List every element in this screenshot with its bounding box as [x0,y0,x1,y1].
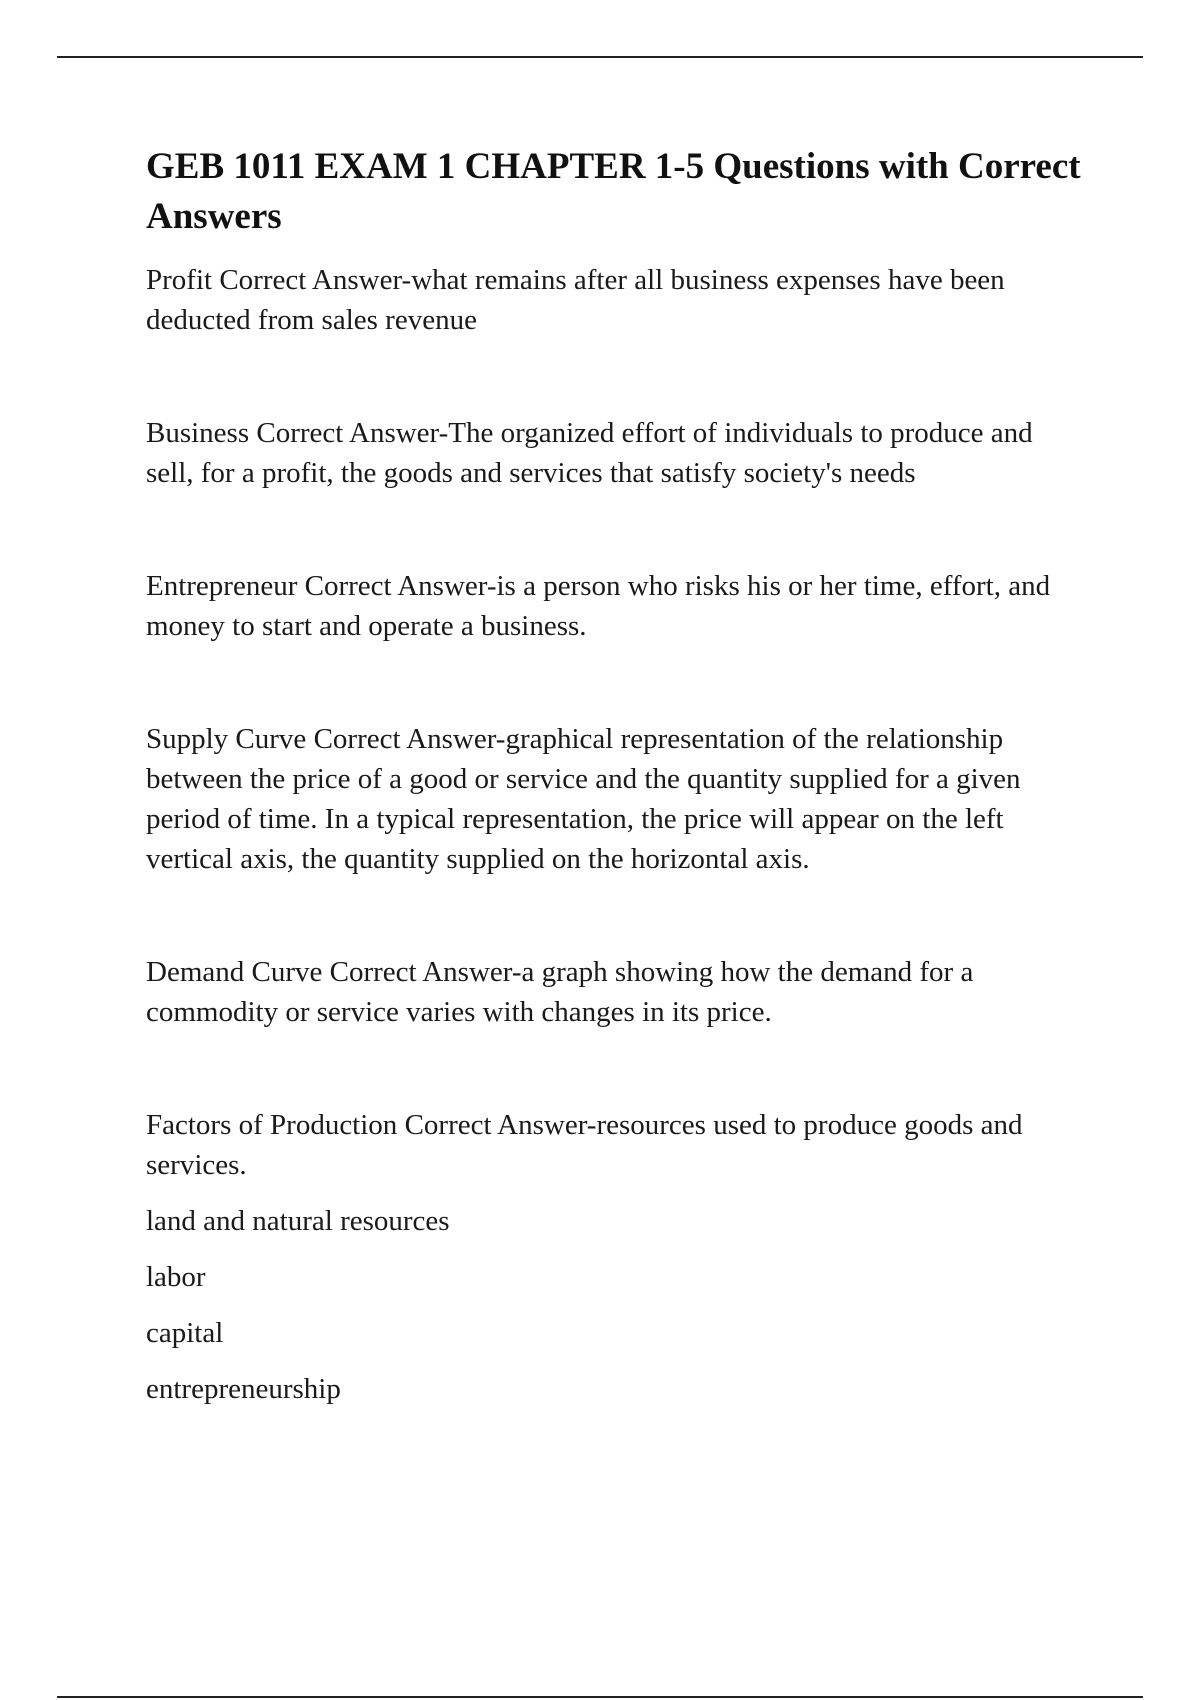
entry-factors-of-production [146,1105,1086,1185]
bottom-divider [57,1696,1143,1698]
entry-definition: The organized effort of individuals to produce and sell, for a profit, the goods and services that satisfy society's needs [146,417,1033,489]
entry-demand-curve [146,952,1086,1032]
list-item: labor [146,1261,206,1293]
entry-term: Business [146,417,250,449]
entry-business [146,413,1086,493]
document-title: GEB 1011 EXAM 1 CHAPTER 1-5 Questions with Correct Answers [146,146,1081,237]
entry-definition: is a person who risks his or her time, effort, and money to start and operate a business. [146,570,1051,642]
entry-definition: resources used to produce goods and services. [146,1109,1023,1181]
answer-label: Correct Answer- [219,264,412,296]
entry-definition: a graph showing how the demand for a commodity or service varies with changes in its price. [146,956,974,1028]
entry-term: Supply Curve [146,723,307,755]
entry-term: Entrepreneur [146,570,298,602]
answer-label: Correct Answer- [404,1109,597,1141]
entry-profit [146,260,1086,340]
entry-supply-curve [146,719,1086,879]
entry-term: Demand Curve [146,956,323,988]
answer-label: Correct Answer- [313,723,506,755]
list-item: capital [146,1317,224,1349]
entry-definition: what remains after all business expenses have been deducted from sales revenue [146,264,1005,336]
document-body [146,142,1086,1425]
entry-entrepreneur [146,566,1086,646]
answer-label: Correct Answer- [329,956,522,988]
top-divider [57,56,1143,58]
list-item: entrepreneurship [146,1373,341,1405]
list-item: land and natural resources [146,1205,450,1237]
factors-list [146,1201,1086,1409]
entry-definition: graphical representation of the relationship between the price of a good or service and the quantity supplied for a given period of time. In a typical representation, the price will appear on the left vertical axis, the quantity supplied on the horizontal axis. [146,723,1021,875]
entry-term: Profit [146,264,213,296]
answer-label: Correct Answer- [256,417,449,449]
entry-term: Factors of Production [146,1109,398,1141]
answer-label: Correct Answer- [304,570,497,602]
